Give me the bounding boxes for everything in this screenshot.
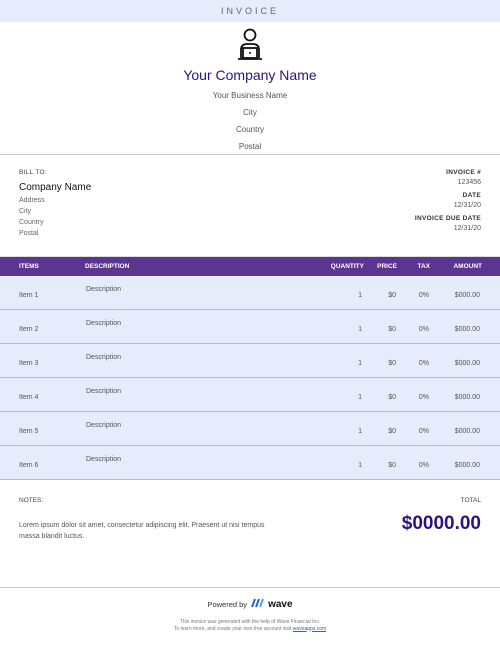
table-row: [0, 446, 500, 480]
invoice-number-label: INVOICE #: [446, 169, 481, 176]
footer-line-1: This invoice was generated with the help of Wave Financial Inc.: [179, 619, 321, 625]
item-quantity: 1: [358, 360, 362, 367]
company-title: Your Company Name: [183, 67, 317, 83]
item-description: Description: [86, 422, 122, 429]
bill-to-country: Country: [19, 219, 44, 226]
item-quantity: 1: [358, 292, 362, 299]
item-description: Description: [86, 286, 122, 293]
bill-to-postal: Postal: [19, 230, 39, 237]
item-description: Description: [86, 456, 122, 463]
item-price: $0: [388, 360, 396, 367]
powered-by-text: Powered by: [207, 599, 248, 609]
bill-to-address: Address: [19, 197, 45, 204]
item-description: Description: [86, 320, 122, 327]
bill-to-block: [19, 169, 91, 237]
item-quantity: 1: [358, 326, 362, 333]
item-amount: $000.00: [454, 326, 480, 333]
notes-section: [0, 482, 500, 588]
item-name: Item 4: [19, 394, 39, 401]
wave-brand: wave: [268, 598, 293, 610]
table-row: [0, 412, 500, 446]
table-row: [0, 310, 500, 344]
notes-label: NOTES:: [19, 497, 44, 504]
item-amount: $000.00: [454, 462, 480, 469]
item-amount: $000.00: [454, 360, 480, 367]
total-label: TOTAL: [460, 497, 481, 504]
header-tax: TAX: [417, 263, 430, 270]
invoice-topbar: [0, 0, 500, 22]
date-label: DATE: [462, 192, 481, 199]
item-price: $0: [388, 326, 396, 333]
header-description: DESCRIPTION: [85, 263, 130, 270]
due-date: 12/31/20: [453, 225, 481, 232]
header-items: ITEMS: [19, 263, 39, 270]
table-header: [0, 257, 500, 276]
powered-by: [0, 598, 500, 610]
due-date-label: INVOICE DUE DATE: [414, 215, 481, 222]
table-row: [0, 344, 500, 378]
item-price: $0: [388, 394, 396, 401]
business-name: Your Business Name: [212, 91, 288, 100]
item-tax: 0%: [418, 394, 429, 401]
company-header: [0, 22, 500, 155]
item-description: Description: [86, 354, 122, 361]
item-name: Item 2: [19, 326, 39, 333]
item-amount: $000.00: [454, 428, 480, 435]
wave-logo-icon: [251, 598, 264, 610]
item-tax: 0%: [418, 326, 429, 333]
item-price: $0: [388, 462, 396, 469]
item-price: $0: [388, 292, 396, 299]
table-row: [0, 276, 500, 310]
footer-line-2-text: To learn more, and create your own free account visit: [173, 625, 292, 632]
header-postal: Postal: [238, 142, 262, 151]
header-amount: AMOUNT: [453, 263, 482, 270]
header-city: City: [243, 108, 257, 117]
item-tax: 0%: [418, 360, 429, 367]
notes-text: Lorem ipsum dolor sit amet, consectetur adipiscing elit. Praesent ut nisi tempus massa blandit luctus.: [19, 522, 265, 540]
item-quantity: 1: [358, 394, 362, 401]
item-name: Item 5: [19, 428, 39, 435]
item-name: Item 1: [19, 292, 39, 299]
bill-to-city: City: [19, 208, 32, 215]
item-name: Item 3: [19, 360, 39, 367]
billing-section: [0, 155, 500, 257]
footer-fine-print: [0, 619, 500, 632]
item-quantity: 1: [358, 462, 362, 469]
item-amount: $000.00: [454, 292, 480, 299]
table-row: [0, 378, 500, 412]
item-tax: 0%: [418, 292, 429, 299]
item-tax: 0%: [418, 462, 429, 469]
bill-to-company: Company Name: [19, 182, 92, 193]
total-value: $0000.00: [401, 513, 481, 534]
line-items-table: [0, 257, 500, 480]
header-country: Country: [235, 125, 264, 134]
item-description: Description: [86, 388, 122, 395]
person-at-laptop-icon: [236, 28, 264, 62]
footer-line-2: [0, 626, 500, 633]
header-price: PRICE: [377, 263, 397, 270]
item-quantity: 1: [358, 428, 362, 435]
item-name: Item 6: [19, 462, 39, 469]
item-amount: $000.00: [454, 394, 480, 401]
item-price: $0: [388, 428, 396, 435]
header-quantity: QUANTITY: [330, 263, 364, 270]
invoice-number: 123456: [457, 179, 481, 186]
bill-to-label: BILL TO:: [19, 169, 47, 176]
footer: [0, 588, 500, 632]
invoice-date: 12/31/20: [453, 202, 481, 209]
invoice-meta: [415, 169, 481, 238]
invoice-label: INVOICE: [220, 6, 279, 16]
waveapps-link[interactable]: waveapps.com: [292, 625, 327, 632]
item-tax: 0%: [418, 428, 429, 435]
